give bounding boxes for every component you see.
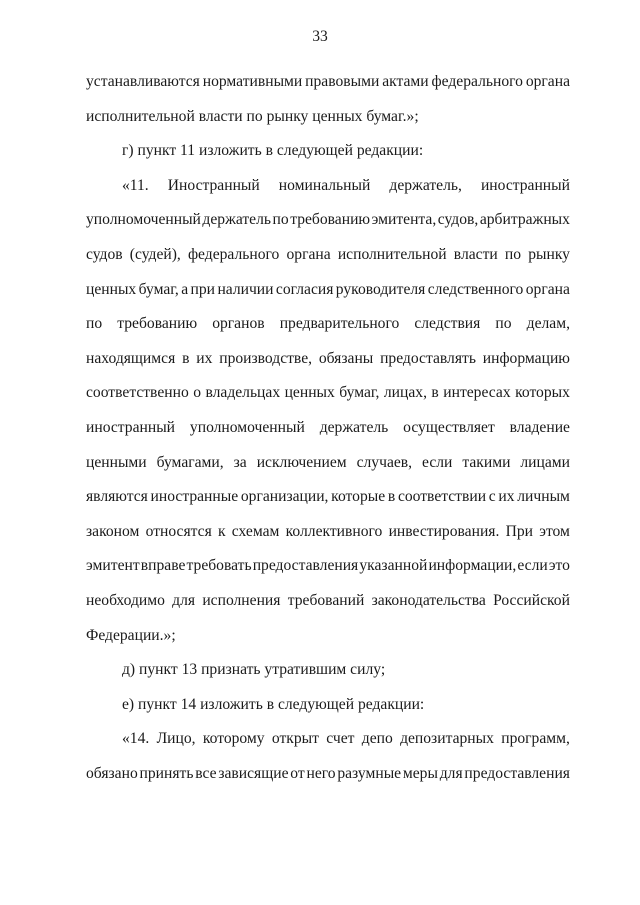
word: ценных	[284, 384, 335, 402]
word: требованию	[290, 211, 371, 229]
word: которых	[515, 384, 570, 402]
word: по	[272, 211, 289, 229]
text-line: д) пункт 13 признать утратившим силу;	[122, 661, 386, 679]
word: соответствии	[397, 488, 487, 506]
word: в	[387, 488, 396, 506]
word: при	[190, 280, 216, 298]
word: требованию	[117, 315, 198, 333]
text-line	[86, 245, 570, 280]
word: меры	[402, 764, 438, 782]
word: федерального	[187, 245, 280, 263]
word: информации,	[428, 557, 517, 575]
word: это	[548, 557, 570, 575]
word: наличии	[217, 280, 274, 298]
word: согласия	[275, 280, 334, 298]
word: являются	[86, 488, 148, 506]
word: а	[181, 280, 189, 298]
word: уполномоченный	[86, 211, 201, 229]
text-line	[86, 383, 570, 418]
word: для	[439, 764, 463, 782]
word: Лицо,	[156, 730, 196, 748]
word: арбитражных	[479, 211, 570, 229]
text-line: г) пункт 11 изложить в следующей редакции:	[122, 142, 424, 160]
body-text	[86, 72, 570, 798]
word: номинальный	[278, 176, 371, 194]
word: эмитент	[86, 557, 140, 575]
word: инвестирования.	[388, 522, 500, 540]
word: федерального	[431, 73, 523, 90]
text-line	[86, 210, 570, 245]
word: бумаг,	[339, 384, 380, 402]
word: требований	[287, 591, 365, 609]
word: с	[488, 488, 496, 506]
word: этом	[539, 522, 570, 540]
word: исполнительной	[337, 245, 447, 263]
word: органов	[212, 315, 265, 333]
word: соответственно	[86, 384, 189, 402]
text-line	[86, 349, 570, 384]
word: рынку	[528, 245, 570, 263]
word: При	[505, 522, 534, 540]
text-line: е) пункт 14 изложить в следующей редакции:	[122, 695, 425, 713]
word: иностранный	[86, 418, 176, 436]
word: личным	[517, 488, 570, 506]
word: органа	[286, 245, 331, 263]
word: которому	[202, 730, 265, 748]
word: вправе	[140, 557, 186, 575]
word: ценными	[86, 453, 147, 471]
text-line	[86, 487, 570, 522]
word: «11.	[122, 176, 149, 194]
word: держатель,	[389, 176, 462, 194]
word: по	[495, 315, 512, 333]
word: предварительного	[279, 315, 400, 333]
word: следственного	[427, 280, 524, 298]
word: нормативными	[202, 73, 303, 90]
word: судов,	[437, 211, 479, 229]
word: лицами	[520, 453, 570, 471]
word: держатель	[319, 418, 389, 436]
word: следствия	[414, 315, 481, 333]
word: случаев,	[356, 453, 413, 471]
word: актами	[382, 73, 429, 90]
text-line: исполнительной власти по рынку ценных бумаг.»;	[86, 107, 419, 125]
word: принять	[139, 764, 194, 782]
text-line	[86, 176, 570, 211]
word: устанавливаются	[86, 73, 200, 90]
word: для	[172, 591, 196, 609]
text-line	[86, 314, 570, 349]
word: законодательства	[371, 591, 486, 609]
word: «14.	[122, 730, 150, 748]
text-line	[86, 72, 570, 107]
word: судов	[86, 245, 123, 263]
text-line	[86, 280, 570, 315]
word: исключением	[256, 453, 347, 471]
word: иностранные	[150, 488, 239, 506]
word: предоставления	[464, 764, 570, 782]
word: осуществляет	[403, 418, 495, 436]
text-line	[86, 556, 570, 591]
word: держатель	[202, 211, 271, 229]
text-line	[86, 729, 570, 764]
word: относятся	[145, 522, 212, 540]
word: если	[422, 453, 453, 471]
word: в	[431, 384, 439, 402]
word: предоставлять	[380, 349, 476, 367]
word: предоставления	[252, 557, 359, 575]
text-line	[86, 453, 570, 488]
text-line	[86, 522, 570, 557]
word: к	[217, 522, 226, 540]
word: такими	[462, 453, 511, 471]
word: исполнения	[202, 591, 281, 609]
word: обязано	[86, 764, 138, 782]
word: требовать	[186, 557, 252, 575]
page-number: 33	[312, 28, 328, 45]
word: в	[182, 349, 190, 367]
word: зависящие	[218, 764, 289, 782]
word: власти	[453, 245, 498, 263]
word: о	[193, 384, 201, 402]
word: производстве,	[219, 349, 313, 367]
word: информацию	[482, 349, 570, 367]
word: депо	[361, 730, 393, 748]
word: него	[306, 764, 336, 782]
word: от	[290, 764, 305, 782]
word: указанной	[359, 557, 428, 575]
text-line: Федерации.»;	[86, 626, 176, 644]
word: законом	[86, 522, 140, 540]
word: органа	[525, 280, 570, 298]
word: которые	[331, 488, 386, 506]
word: иностранный	[480, 176, 570, 194]
word: Иностранный	[167, 176, 260, 194]
word: обязаны	[318, 349, 374, 367]
word: схемам	[231, 522, 280, 540]
word: лицах,	[383, 384, 427, 402]
word: бумаг,	[138, 280, 179, 298]
word: счет	[326, 730, 355, 748]
word: интересах	[443, 384, 511, 402]
word: разумные	[337, 764, 402, 782]
word: руководителя	[335, 280, 426, 298]
word: депозитарных	[400, 730, 494, 748]
word: уполномоченный	[189, 418, 305, 436]
word: по	[86, 315, 103, 333]
word: коллективного	[285, 522, 383, 540]
word: ценных	[86, 280, 137, 298]
word: организации,	[240, 488, 329, 506]
word: Российской	[493, 591, 570, 609]
text-line	[86, 591, 570, 626]
text-line	[86, 764, 570, 799]
word: правовыми	[305, 73, 380, 90]
word: если	[517, 557, 548, 575]
word: их	[196, 349, 213, 367]
word: находящимся	[86, 349, 176, 367]
word: делам,	[526, 315, 570, 333]
word: программ,	[501, 730, 570, 748]
word: владельцах	[205, 384, 281, 402]
word: за	[233, 453, 247, 471]
word: все	[195, 764, 217, 782]
word: бумагами,	[156, 453, 224, 471]
word: открыт	[271, 730, 319, 748]
text-line	[86, 418, 570, 453]
word: эмитента,	[371, 211, 437, 229]
word: их	[498, 488, 515, 506]
word: (судей),	[129, 245, 181, 263]
word: владение	[509, 418, 570, 436]
word: по	[504, 245, 522, 263]
word: необходимо	[86, 591, 165, 609]
word: органа	[525, 73, 570, 90]
